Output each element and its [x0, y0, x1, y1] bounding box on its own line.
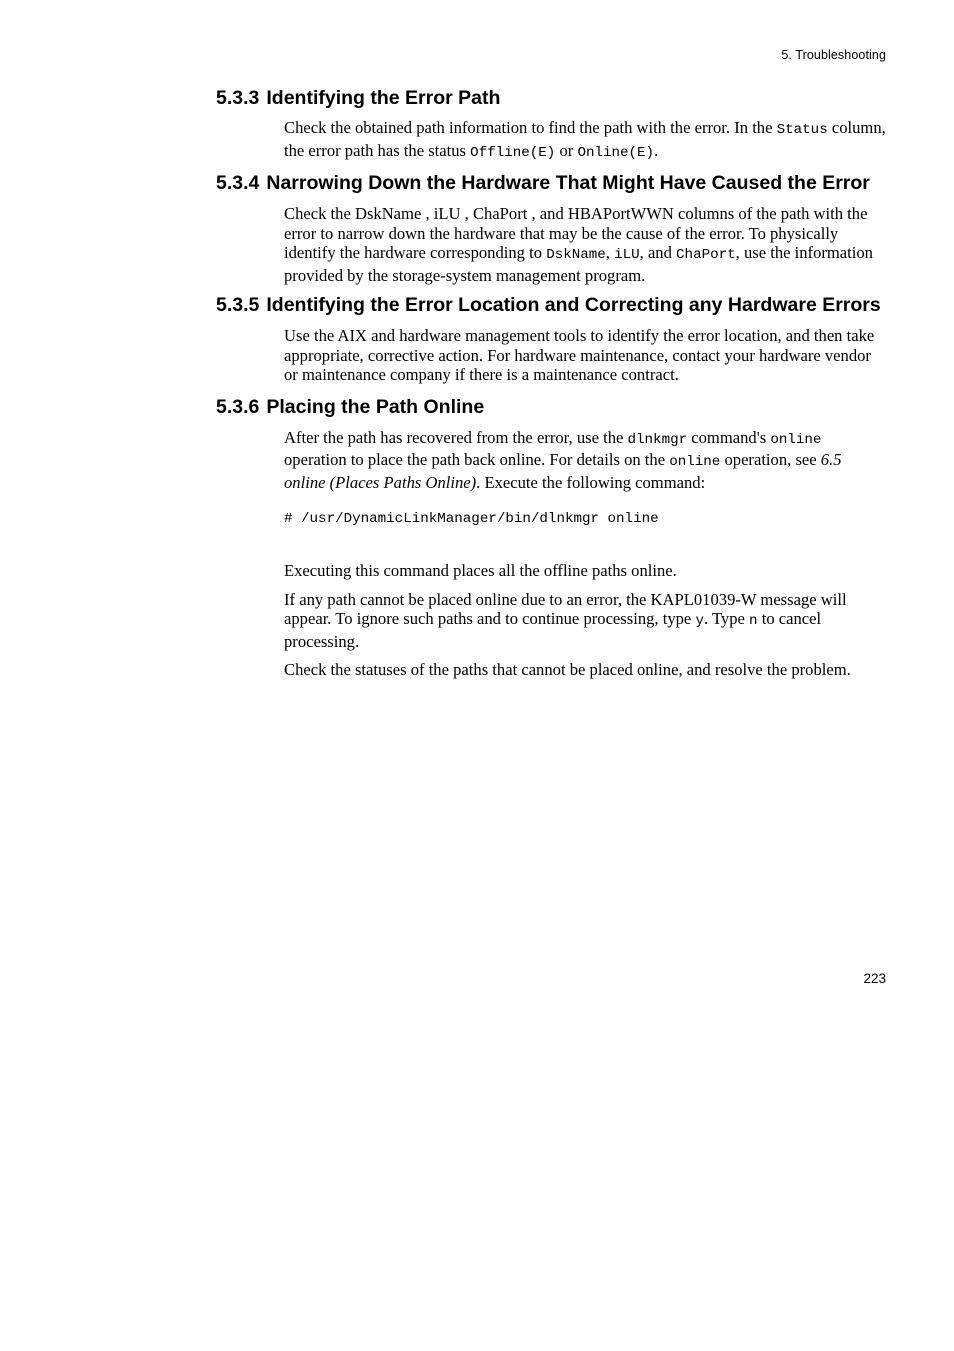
section-title: Identifying the Error Location and Correcting any Hardware Errors — [266, 294, 881, 316]
text-run: , — [605, 243, 615, 262]
section-body — [284, 428, 886, 680]
text-run: If any path cannot be placed online due to an error, the KAPL01039-W message will appear. To ignore such paths and to continue processing, type — [284, 589, 847, 628]
text-run: column, the error path has the status — [284, 118, 886, 160]
section-5-3-4 — [216, 172, 886, 285]
section-5-3-3 — [216, 87, 886, 163]
section-5-3-6 — [216, 396, 886, 680]
page-content — [216, 84, 886, 680]
inline-code: dlnkmgr — [627, 431, 688, 448]
text-run: , and — [639, 243, 677, 262]
section-heading — [216, 87, 886, 109]
text-run: . Type — [703, 609, 750, 628]
section-title: Narrowing Down the Hardware That Might Have Caused the Error — [266, 172, 870, 194]
inline-code: n — [749, 613, 758, 629]
inline-code: iLU — [614, 247, 640, 263]
inline-code: Offline(E) — [470, 144, 556, 161]
section-heading — [216, 172, 886, 194]
inline-code: y — [695, 613, 704, 629]
section-heading — [216, 294, 886, 316]
section-number: 5.3.6 — [216, 395, 260, 418]
section-body — [284, 204, 886, 285]
section-title: Identifying the Error Path — [266, 87, 501, 109]
text-run: operation to place the path back online. For details on the — [284, 450, 670, 469]
inline-code: Status — [776, 122, 828, 138]
paragraph: Check the statuses of the paths that cannot be placed online, and resolve the problem. — [284, 660, 851, 679]
text-run: , use the information provided by the storage-system management program. — [284, 243, 873, 285]
section-number: 5.3.5 — [216, 294, 260, 316]
text-run: Check the DskName , iLU , ChaPort , and HBAPortWWN columns of the path with the error to narrow down the hardware that may be the cause of the error. To physically identify the hardware corresponding to — [284, 204, 868, 262]
section-body — [284, 118, 886, 163]
command-code-block: # /usr/DynamicLinkManager/bin/dlnkmgr online — [284, 511, 659, 527]
paragraph — [284, 428, 886, 493]
inline-code: online — [770, 431, 822, 448]
section-number: 5.3.4 — [216, 172, 260, 194]
section-title: Placing the Path Online — [266, 395, 485, 418]
paragraph — [284, 204, 886, 285]
section-number: 5.3.3 — [216, 87, 260, 109]
text-run: After the path has recovered from the error, use the — [284, 427, 628, 447]
section-body — [284, 326, 886, 385]
running-header: 5. Troubleshooting — [781, 48, 886, 62]
section-5-3-5 — [216, 294, 886, 385]
text-run: . Execute the following command: — [476, 472, 706, 492]
cross-reference-link[interactable]: 6.5 online (Places Paths Online) — [284, 450, 842, 492]
text-run: to cancel processing. — [284, 609, 822, 651]
text-run: command's — [687, 427, 771, 447]
text-run: or — [555, 140, 578, 160]
paragraph — [284, 590, 886, 652]
inline-code: online — [669, 454, 721, 470]
inline-code: ChaPort — [676, 247, 736, 263]
text-run: Check the obtained path information to find the path with the error. In the — [284, 118, 777, 137]
text-run: operation, see — [720, 450, 821, 469]
paragraph: Use the AIX and hardware management tools to identify the error location, and then take appropriate, corrective action. For hardware maintenance, contact your hardware vendor or maintenance company if there is a maintenance contract. — [284, 326, 875, 384]
paragraph: Executing this command places all the offline paths online. — [284, 561, 677, 580]
paragraph — [284, 118, 886, 163]
text-run: . — [654, 140, 659, 160]
section-heading — [216, 396, 886, 418]
inline-code: Online(E) — [577, 144, 655, 161]
page-number: 223 — [863, 971, 886, 986]
inline-code: DskName — [546, 247, 606, 263]
